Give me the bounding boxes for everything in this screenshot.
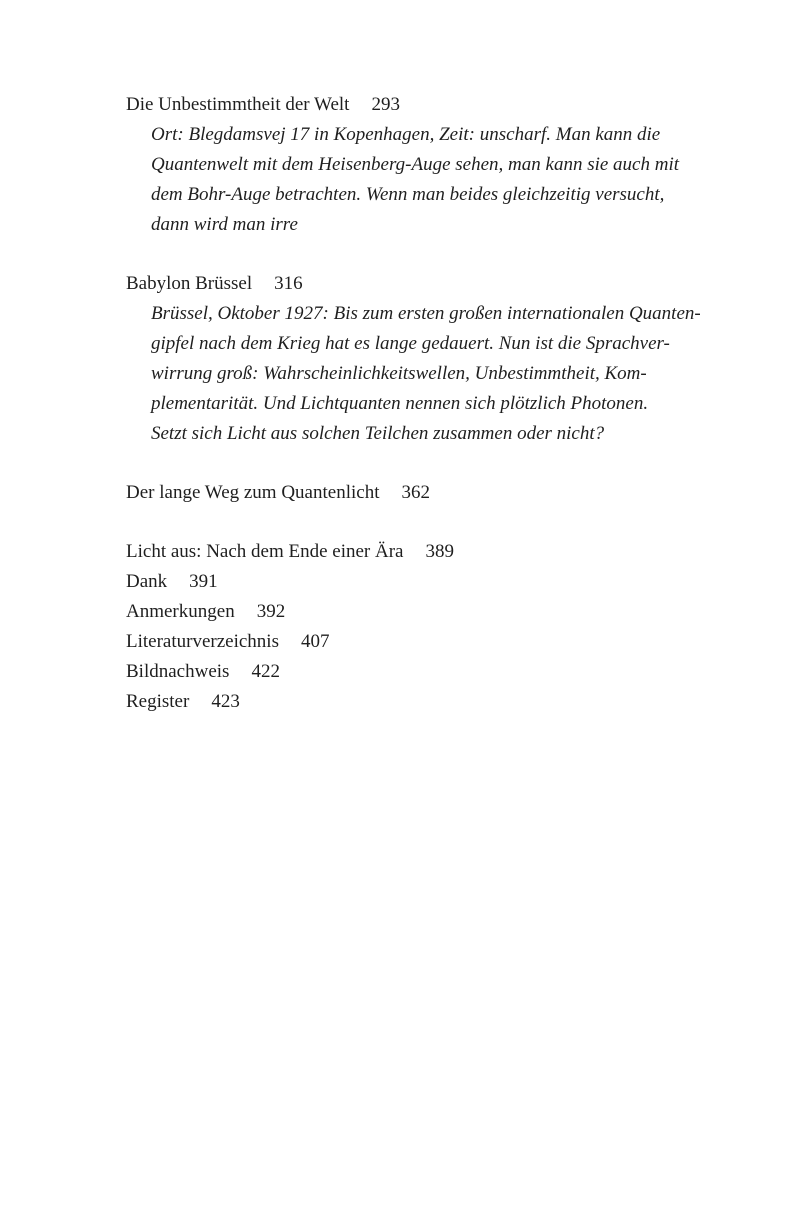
toc-entry-page: 407	[300, 631, 330, 652]
toc-entry-title: Register	[126, 691, 190, 712]
toc-entry-page: 392	[256, 601, 286, 622]
toc-entry-description	[151, 299, 726, 449]
spacer	[126, 508, 726, 537]
toc-entry[interactable]	[126, 627, 726, 657]
toc-entry-description	[151, 120, 726, 240]
description-line: dann wird man irre	[151, 214, 298, 235]
description-line: plementarität. Und Lichtquanten nennen sich plötzlich Photonen.	[151, 393, 649, 414]
description-line: dem Bohr-Auge betrachten. Wenn man beides gleichzeitig versucht,	[151, 184, 665, 205]
description-line: Setzt sich Licht aus solchen Teilchen zusammen oder nicht?	[151, 423, 605, 444]
toc-entry-page: 316	[274, 273, 303, 294]
toc-entry[interactable]	[126, 597, 726, 627]
toc-entry-title: Anmerkungen	[126, 601, 235, 622]
toc-entry-page: 362	[401, 482, 430, 503]
toc-entry[interactable]	[126, 537, 726, 567]
toc-entry-title: Licht aus: Nach dem Ende einer Ära	[126, 541, 404, 562]
table-of-contents	[126, 90, 726, 717]
toc-entry[interactable]	[126, 567, 726, 597]
toc-entry[interactable]	[126, 90, 726, 120]
description-line: Brüssel, Oktober 1927: Bis zum ersten großen internationalen Quanten-	[151, 303, 701, 324]
toc-entry-title: Die Unbestimmtheit der Welt	[126, 94, 350, 115]
toc-entry-page: 391	[189, 571, 218, 592]
toc-entry-title: Literaturverzeichnis	[126, 631, 279, 652]
description-line: gipfel nach dem Krieg hat es lange gedauert. Nun ist die Sprachver-	[151, 333, 670, 354]
description-line: wirrung groß: Wahrscheinlichkeitswellen, Unbestimmtheit, Kom-	[151, 363, 647, 384]
spacer	[126, 240, 726, 269]
toc-entry-title: Bildnachweis	[126, 661, 230, 682]
description-line: Quantenwelt mit dem Heisenberg-Auge sehen, man kann sie auch mit	[151, 154, 680, 175]
toc-entry-title: Babylon Brüssel	[126, 273, 253, 294]
toc-entry-title: Dank	[126, 571, 168, 592]
toc-entry[interactable]	[126, 687, 726, 717]
description-line: Ort: Blegdamsvej 17 in Kopenhagen, Zeit: unscharf. Man kann die	[151, 124, 661, 145]
toc-entry-page: 293	[371, 94, 400, 115]
spacer	[126, 449, 726, 478]
toc-entry-page: 422	[251, 661, 280, 682]
toc-entry[interactable]	[126, 478, 726, 508]
toc-entry-page: 423	[211, 691, 240, 712]
toc-entry-page: 389	[425, 541, 454, 562]
toc-entry[interactable]	[126, 269, 726, 299]
toc-entry-title: Der lange Weg zum Quantenlicht	[126, 482, 380, 503]
toc-entry[interactable]	[126, 657, 726, 687]
